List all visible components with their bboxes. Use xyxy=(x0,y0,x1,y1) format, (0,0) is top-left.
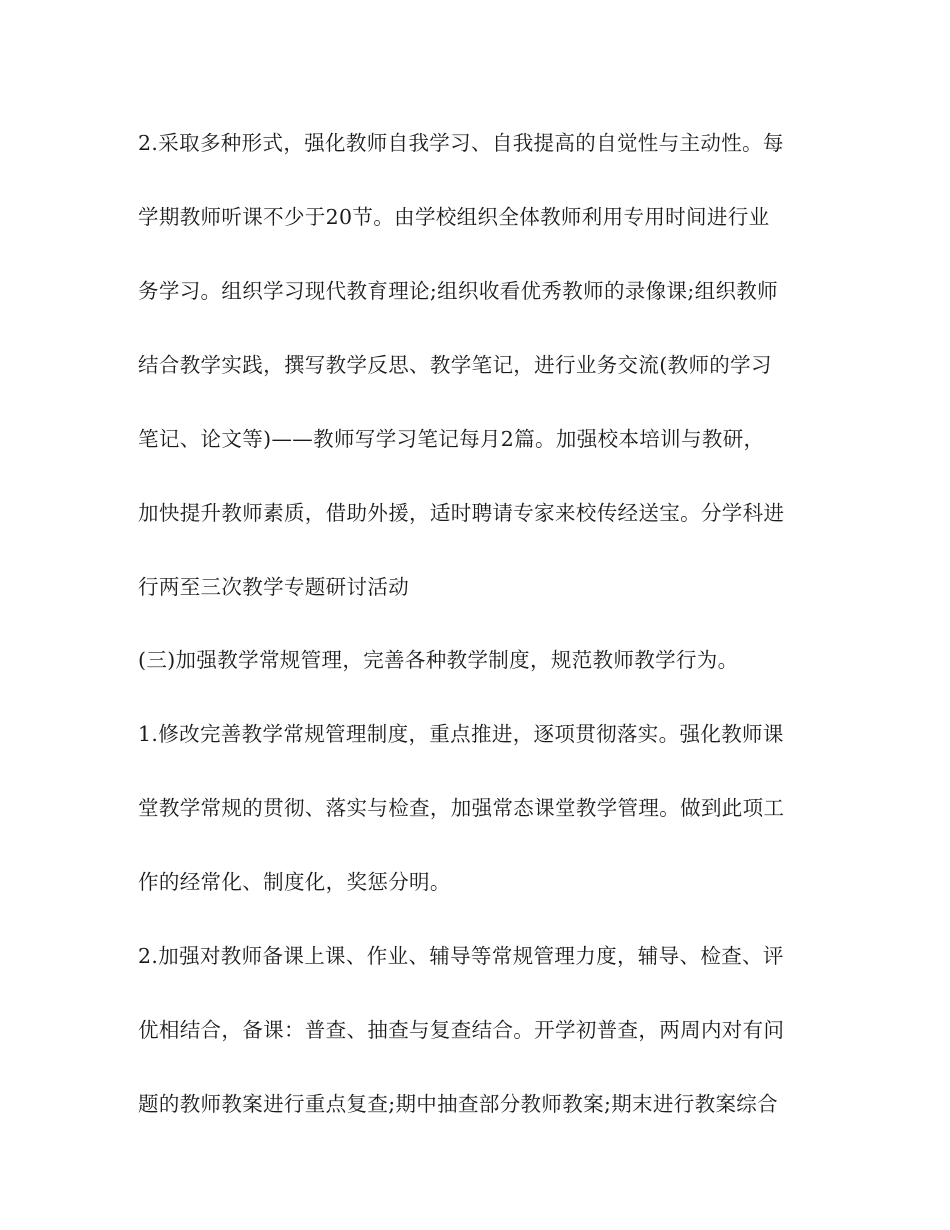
text-line: 题的教师教案进行重点复查;期中抽查部分教师教案;期末进行教案综合 xyxy=(138,1092,779,1116)
text-line: 学期教师听课不少于20节。由学校组织全体教师利用专用时间进行业 xyxy=(138,205,770,229)
section-heading: (三)加强教学常规管理，完善各种教学制度，规范教师教学行为。 xyxy=(138,648,739,672)
text-line: 优相结合，备课：普查、抽查与复查结合。开学初普查，两周内对有问 xyxy=(138,1018,785,1042)
text-line: 2.采取多种形式，强化教师自我学习、自我提高的自觉性与主动性。每 xyxy=(138,131,784,155)
text-line: 结合教学实践，撰写教学反思、教学笔记，进行业务交流(教师的学习 xyxy=(138,353,772,377)
text-line: 堂教学常规的贯彻、落实与检查，加强常态课堂教学管理。做到此项工 xyxy=(138,796,785,820)
text-line: 行两至三次教学专题研讨活动 xyxy=(138,575,410,599)
text-line: 作的经常化、制度化，奖惩分明。 xyxy=(138,870,451,894)
text-line: 2.加强对教师备课上课、作业、辅导等常规管理力度，辅导、检查、评 xyxy=(138,944,784,968)
text-line: 笔记、论文等)——教师写学习笔记每月2篇。加强校本培训与教研， xyxy=(138,427,765,451)
text-line: 务学习。组织学习现代教育理论;组织收看优秀教师的录像课;组织教师 xyxy=(138,279,779,303)
text-line: 1.修改完善教学常规管理制度，重点推进，逐项贯彻落实。强化教师课 xyxy=(138,722,784,746)
text-line: 加快提升教师素质，借助外援，适时聘请专家来校传经送宝。分学科进 xyxy=(138,501,785,525)
